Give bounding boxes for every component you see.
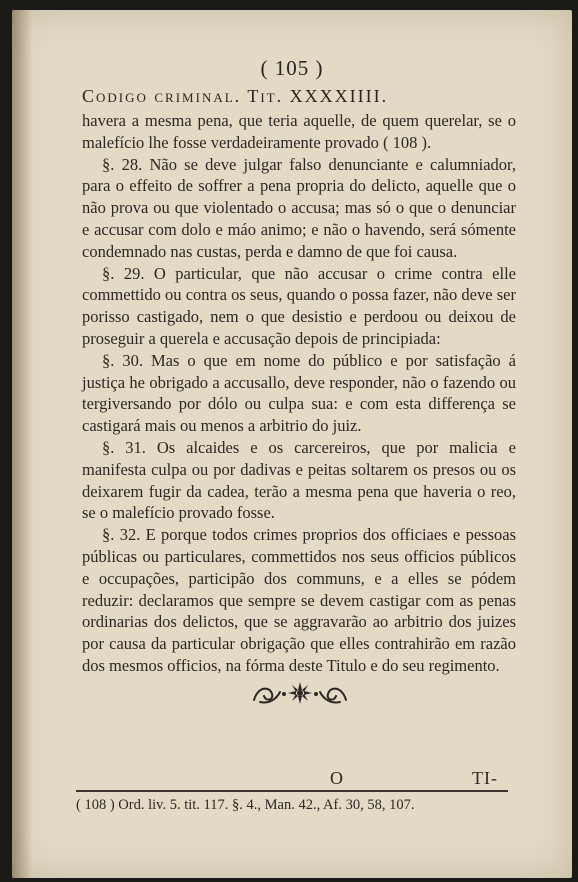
paragraph-section-32: §. 32. E porque todos crimes proprios dos officiaes e pessoas públicas ou particulares, commettidos nos seus officios públicos e occupações, participão dos communs, e a elles se pódem reduzir: declaramos que sempre se devem castigar com as penas ordinarias dos delictos, que se aggravarão ao arbitrio dos juizes por causa da particular obrigação que elles contrahirão em razão dos mesmos officios, na fórma deste Titulo e do seu regimento. — [82, 525, 516, 675]
paragraph-continuation: havera a mesma pena, que teria aquelle, de quem querelar, se o malefício lhe fosse verdadeiramente provado ( 108 ). — [82, 111, 516, 152]
footnote: ( 108 ) Ord. liv. 5. tit. 117. §. 4., Man. 42., Af. 30, 58, 107. — [76, 797, 415, 813]
book-page — [12, 10, 572, 878]
catchword-left: O — [330, 768, 344, 788]
footnote-rule — [76, 790, 508, 792]
paragraph-section-31: §. 31. Os alcaides e os carcereiros, que por malicia e manifesta culpa ou por dadivas e peitas soltarem os presos ou os deixarem fugir da cadea, terão a mesma pena que haveria o reo, se o malefício provado fosse. — [82, 437, 516, 523]
paragraph-section-30: §. 30. Mas o que em nome do público e por satisfação á justiça he obrigado a accusallo, deve responder, não o fazendo ou tergiversando por dólo ou culpa sua: e com esta differença se castigará mais ou menos a arbitrio do juiz. — [82, 350, 516, 436]
page-number: ( 105 ) — [260, 56, 324, 80]
paragraph-section-29: §. 29. O particular, que não accusar o crime contra elle commettido ou contra os seus, quando o possa fazer, não deve ser porisso castigado, nem o que desistio e perdoou ou deixou de proseguir a querela e accusação depois de principiada: — [82, 263, 516, 348]
body-text — [82, 110, 516, 677]
running-head: Codigo criminal. Tit. XXXXIIII. — [82, 86, 389, 106]
paragraph-section-28: §. 28. Não se deve julgar falso denunciante e calumniador, para o effeito de soffrer a pena propria do delicto, aquelle que o não prova ou que violentado o accusa; mas só o que o denunciar e accusar com dolo e máo animo; e não o havendo, será sómente condemnado nas custas, perda e damno de que foi causa. — [82, 154, 516, 261]
catchword-right: TI- — [472, 768, 498, 788]
page-spine-shadow — [12, 10, 32, 878]
floral-ornament-icon — [250, 680, 350, 706]
